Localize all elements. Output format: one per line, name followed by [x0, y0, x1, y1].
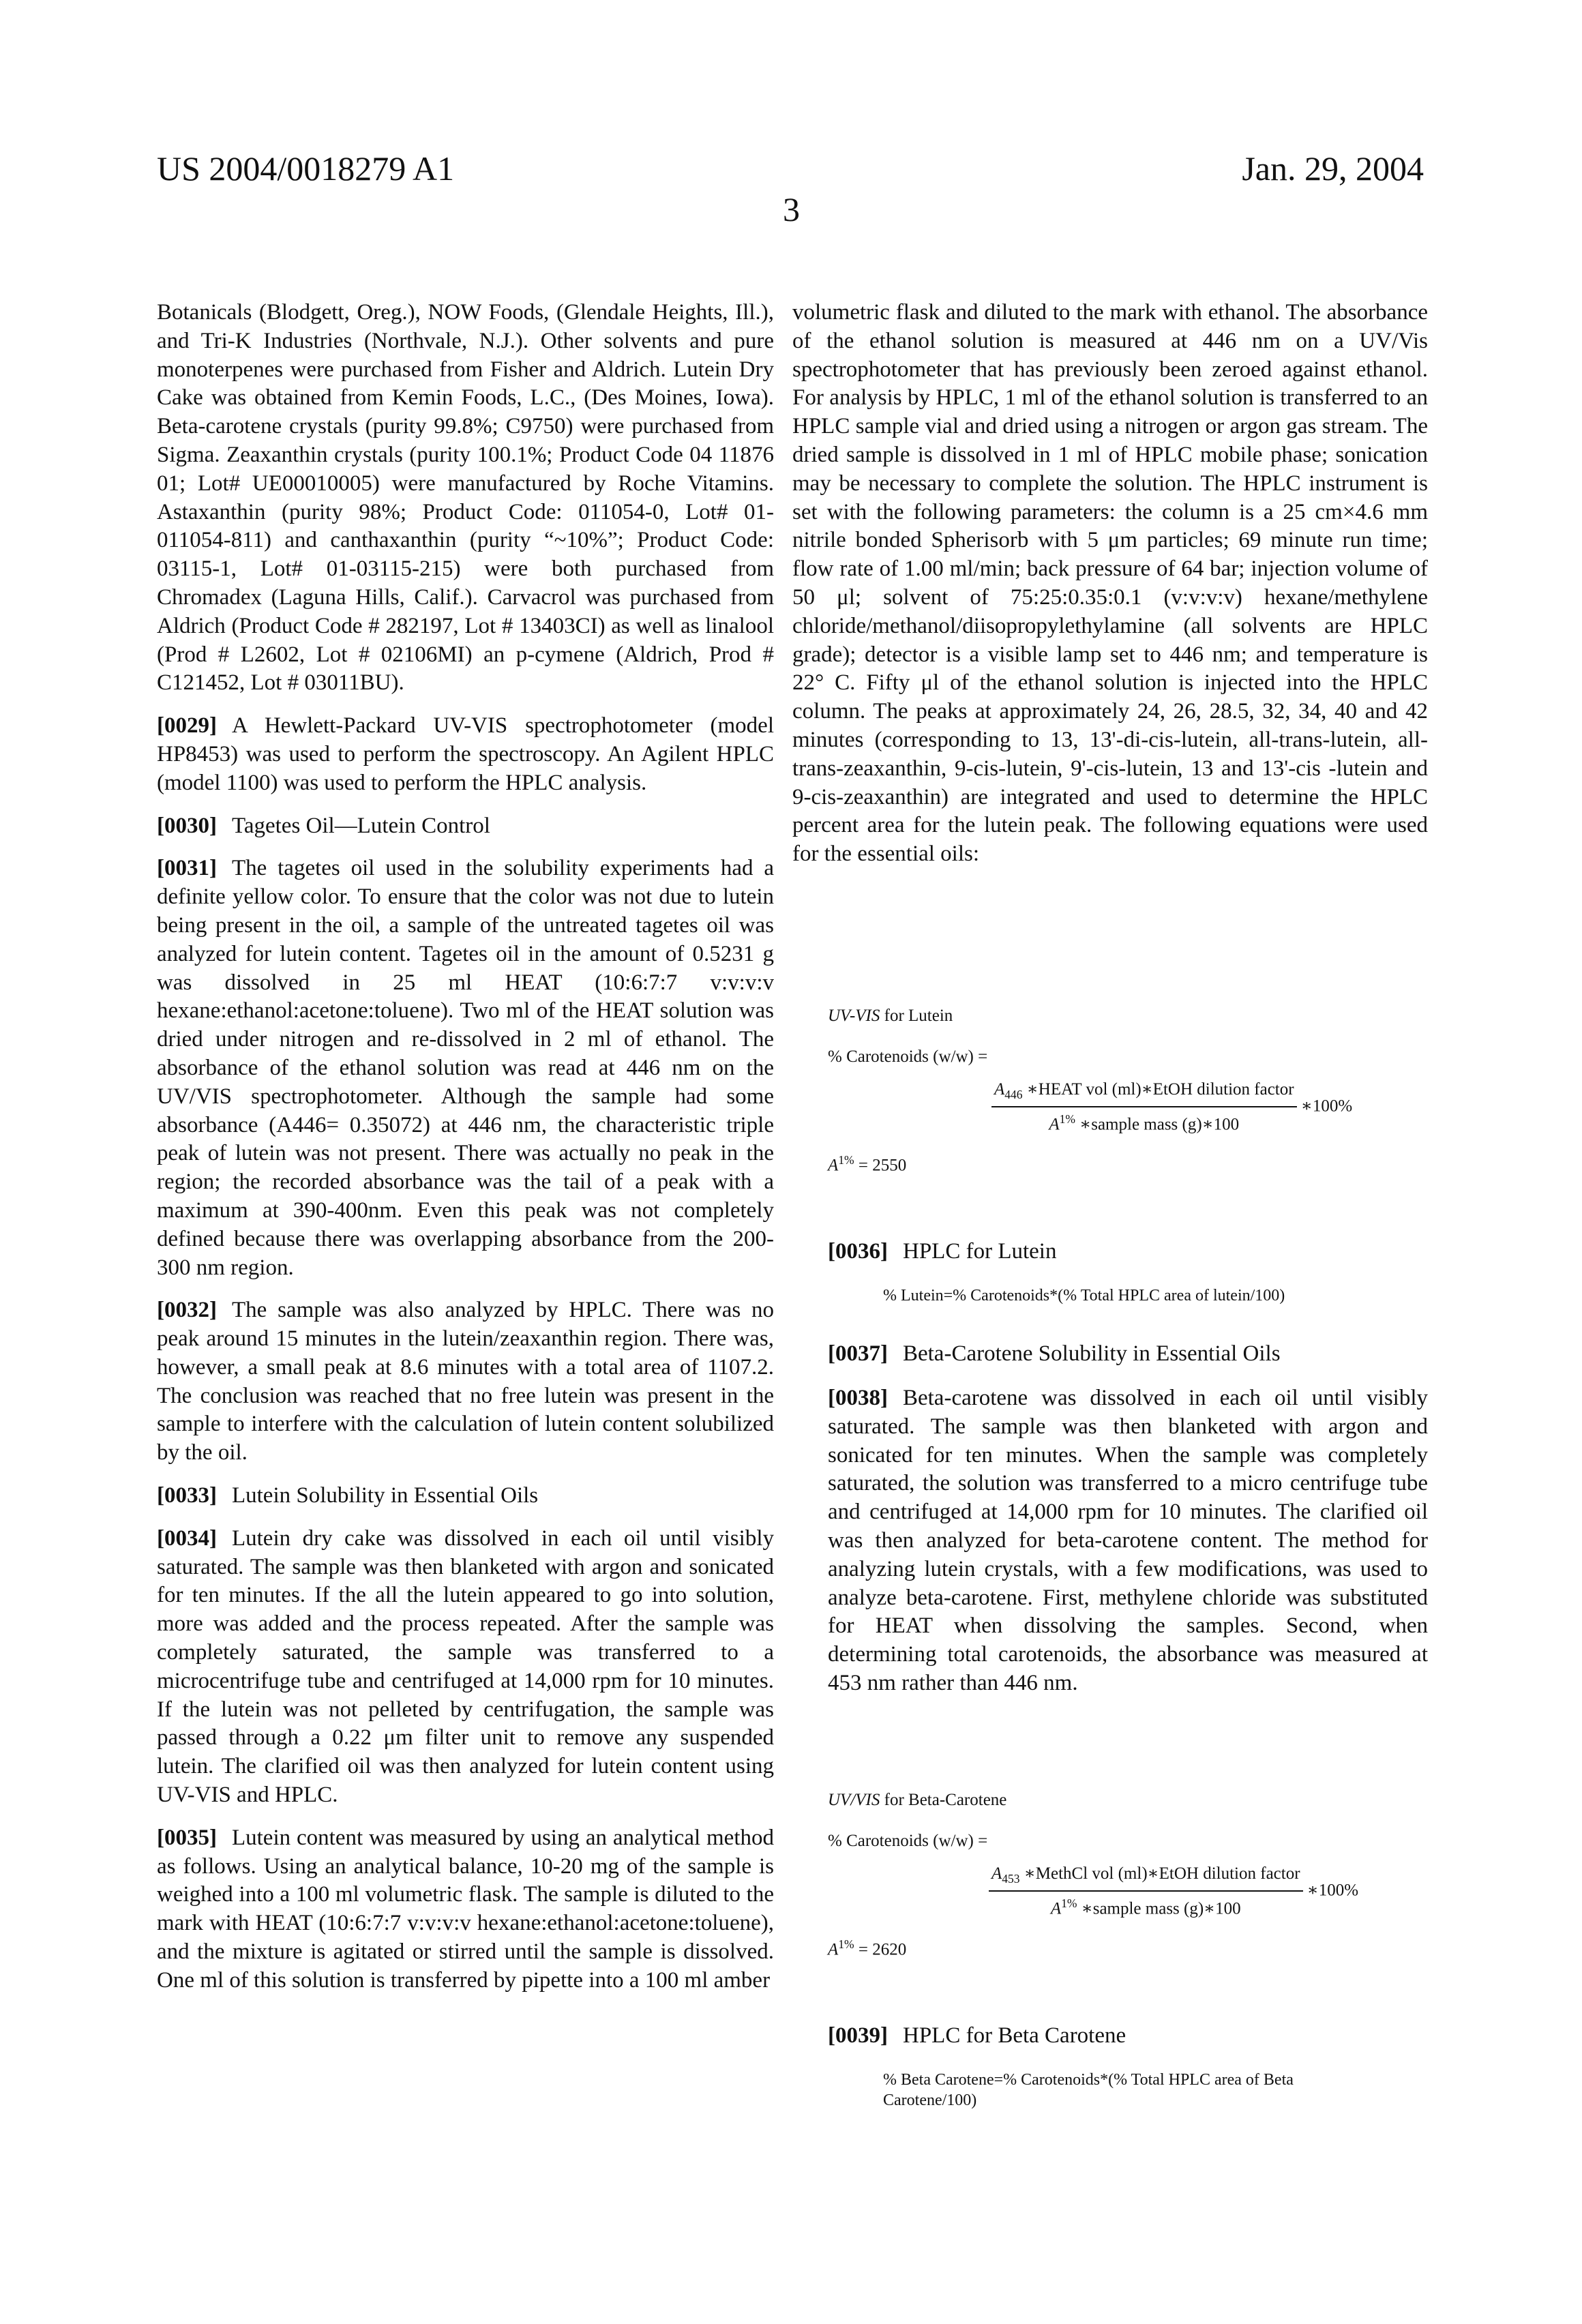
- formula-constant: A1% = 2550: [828, 1150, 1442, 1176]
- paragraph-text: The tagetes oil used in the solubility experiments had a definite yellow color. To ensure that the color was not due to lutein being present in the oil, a sample of the untreated tagetes oil was analyzed for lutein content. Tagetes oil in the amount of 0.5231 g was dissolved in 25 ml HEAT (10:6:7:7 v:v:v:v hexane:ethanol:acetone:toluene). Two ml of the HEAT solution was dried under nitrogen and re-dissolved in 2 ml of ethanol. The absorbance of the ethanol solution was read at 446 nm on the UV/VIS spectrophotometer. Although the sample had some absorbance (A446= 0.35072) at 446 nm, the characteristic triple peak of lutein was not present. There was actually no peak in the region; the recorded absorbance was the tail of a peak with a maximum at 390-400nm. Even this peak was not completely defined because there was overlapping absorbance from the 200-300 nm region.: [157, 856, 774, 1279]
- paragraph-number: [0032]: [157, 1298, 217, 1322]
- publication-date: Jan. 29, 2004: [1242, 149, 1424, 188]
- formula-title: UV/VIS for Beta-Carotene: [828, 1790, 1442, 1811]
- paragraph-text: Tagetes Oil—Lutein Control: [232, 814, 490, 838]
- formula-lhs: % Carotenoids (w/w) =: [828, 1047, 1442, 1067]
- paragraph-text: Lutein Solubility in Essential Oils: [232, 1483, 538, 1508]
- paragraph: [157, 1824, 774, 1995]
- paragraph: [157, 1296, 774, 1468]
- formula-title: UV-VIS for Lutein: [828, 1006, 1442, 1026]
- formula-constant: A1% = 2620: [828, 1934, 1442, 1960]
- heading-0037: [0037] Beta-Carotene Solubility in Essential Oils: [828, 1340, 1281, 1369]
- formula-uvvis-beta-carotene: UV/VIS for Beta-Carotene % Carotenoids (w/w) = A453 ∗MethCl vol (ml)∗EtOH dilution factor A1% ∗sample mass (g)∗100 ∗100% A1% = 2620: [828, 1790, 1442, 1961]
- section-heading: [157, 1482, 774, 1510]
- paragraph-number: [0029]: [157, 713, 217, 738]
- heading-0039: [0039] HPLC for Beta Carotene: [828, 2022, 1126, 2051]
- paragraph-number: [0031]: [157, 856, 217, 880]
- paragraph-number: [0030]: [157, 814, 217, 838]
- paragraph: [157, 854, 774, 1282]
- paragraph-number: [0034]: [157, 1526, 217, 1551]
- publication-number: US 2004/0018279 A1: [157, 149, 454, 188]
- paragraph-text: Lutein dry cake was dissolved in each oil until visibly saturated. The sample was then blanketed with argon and sonicated for ten minutes. If the all the lutein appeared to go into solution, more was added and the process repeated. After the sample was completely saturated, the sample was transferred to a microcentrifuge tube and centrifuged at 14,000 rpm for 10 minutes. If the lutein was not pelleted by centrifugation, the sample was passed through a 0.22 μm filter unit to remove any suspended lutein. The clarified oil was then analyzed for lutein content using UV-VIS and HPLC.: [157, 1526, 774, 1807]
- formula-lhs: % Carotenoids (w/w) =: [828, 1831, 1442, 1851]
- page-number: 3: [783, 190, 800, 229]
- formula-fraction: A446 ∗HEAT vol (ml)∗EtOH dilution factor A1% ∗sample mass (g)∗100: [991, 1079, 1297, 1135]
- formula-fraction: A453 ∗MethCl vol (ml)∗EtOH dilution factor A1% ∗sample mass (g)∗100: [989, 1864, 1303, 1919]
- formula-uvvis-lutein: UV-VIS for Lutein % Carotenoids (w/w) = A446 ∗HEAT vol (ml)∗EtOH dilution factor A1% ∗sample mass (g)∗100 ∗100% A1% = 2550: [828, 1006, 1442, 1176]
- paragraph: [157, 1525, 774, 1810]
- paragraph: [157, 712, 774, 797]
- equation-hplc-lutein: % Lutein=% Carotenoids*(% Total HPLC area of lutein/100): [883, 1285, 1347, 1306]
- paragraph-0038: [0038] Beta-carotene was dissolved in each oil until visibly saturated. The sample was then blanketed with argon and sonicated for ten minutes. When the sample was completely saturated, the solution was transferred to a micro centrifuge tube and centrifuged at 14,000 rpm for 10 minutes. The clarified oil was then analyzed for beta-carotene content. The method for analyzing lutein crystals, with a few modifications, was used to analyze beta-carotene. First, methylene chloride was substituted for HEAT when dissolving the samples. Second, when determining total carotenoids, the absorbance was measured at 453 nm rather than 446 nm.: [828, 1384, 1428, 1712]
- heading-0036: [0036] HPLC for Lutein: [828, 1238, 1056, 1266]
- equation-hplc-beta-carotene: % Beta Carotene=% Carotenoids*(% Total HPLC area of Beta Carotene/100): [883, 2070, 1333, 2111]
- paragraph: [157, 299, 774, 698]
- paragraph-text: The sample was also analyzed by HPLC. There was no peak around 15 minutes in the lutein/zeaxanthin region. There was, however, a small peak at 8.6 minutes with a total area of 1107.2. The conclusion was reached that no free lutein was present in the sample to interfere with the calculation of lutein content solubilized by the oil.: [157, 1298, 774, 1465]
- section-heading: [157, 812, 774, 841]
- paragraph-text: Botanicals (Blodgett, Oreg.), NOW Foods, (Glendale Heights, Ill.), and Tri-K Industries (Northvale, N.J.). Other solvents and pure monoterpenes were purchased from Fisher and Aldrich. Lutein Dry Cake was obtained from Kemin Foods, L.C., (Des Moines, Iowa). Beta-carotene crystals (purity 99.8%; C9750) were purchased from Sigma. Zeaxanthin crystals (purity 100.1%; Product Code 04 11876 01; Lot# UE00010005) were manufactured by Roche Vitamins. Astaxanthin (purity 98%; Product Code: 011054-0, Lot# 01-011054-811) and canthaxanthin (purity “~10%”; Product Code: 03115-1, Lot# 01-03115-215) were both purchased from Chromadex (Laguna Hills, Calif.). Carvacrol was purchased from Aldrich (Product Code # 282197, Lot # 13403CI) as well as linalool (Prod # L2602, Lot # 02106MI) an p-cymene (Aldrich, Prod # C121452, Lot # 03011BU).: [157, 300, 774, 695]
- paragraph-text: Lutein content was measured by using an analytical method as follows. Using an analytical balance, 10-20 mg of the sample is weighed into a 100 ml volumetric flask. The sample is diluted to the mark with HEAT (10:6:7:7 v:v:v:v hexane:ethanol:acetone:toluene), and the mixture is agitated or stirred until the sample is dissolved. One ml of this solution is transferred by pipette into a 100 ml amber: [157, 1826, 774, 1993]
- paragraph-text: A Hewlett-Packard UV-VIS spectrophotometer (model HP8453) was used to perform the spectroscopy. An Agilent HPLC (model 1100) was used to perform the HPLC analysis.: [157, 713, 774, 795]
- left-column: [157, 299, 774, 2010]
- paragraph-0035-continuation: volumetric flask and diluted to the mark with ethanol. The absorbance of the ethanol solution is measured at 446 nm on a UV/Vis spectrophotometer that has previously been zeroed against ethanol. For analysis by HPLC, 1 ml of the ethanol solution is transferred to an HPLC sample vial and dried using a nitrogen or argon gas stream. The dried sample is dissolved in 1 ml of HPLC mobile phase; sonication may be necessary to complete the solution. The HPLC instrument is set with the following parameters: the column is a 25 cm×4.6 mm nitrile bonded Spherisorb with 5 μm particles; 69 minute run time; flow rate of 1.00 ml/min; back pressure of 64 bar; injection volume of 50 μl; solvent of 75:25:0.35:0.1 (v:v:v:v) hexane/methylene chloride/methanol/diisopropylethylamine (all solvents are HPLC grade); detector is a visible lamp set to 446 nm; and temperature is 22° C. Fifty μl of the ethanol solution is injected into the HPLC column. The peaks at approximately 24, 26, 28.5, 32, 34, 40 and 42 minutes (corresponding to 13, 13'-di-cis-lutein, all-trans-lutein, all-trans-zeaxanthin, 9-cis-lutein, 9'-cis-lutein, 13 and 13'-cis -lutein and 9-cis-zeaxanthin) are integrated and used to determine the HPLC percent area for the lutein peak. The following equations were used for the essential oils:: [792, 299, 1428, 869]
- paragraph-number: [0033]: [157, 1483, 217, 1508]
- right-column-text: [792, 299, 1428, 883]
- paragraph-number: [0035]: [157, 1826, 217, 1850]
